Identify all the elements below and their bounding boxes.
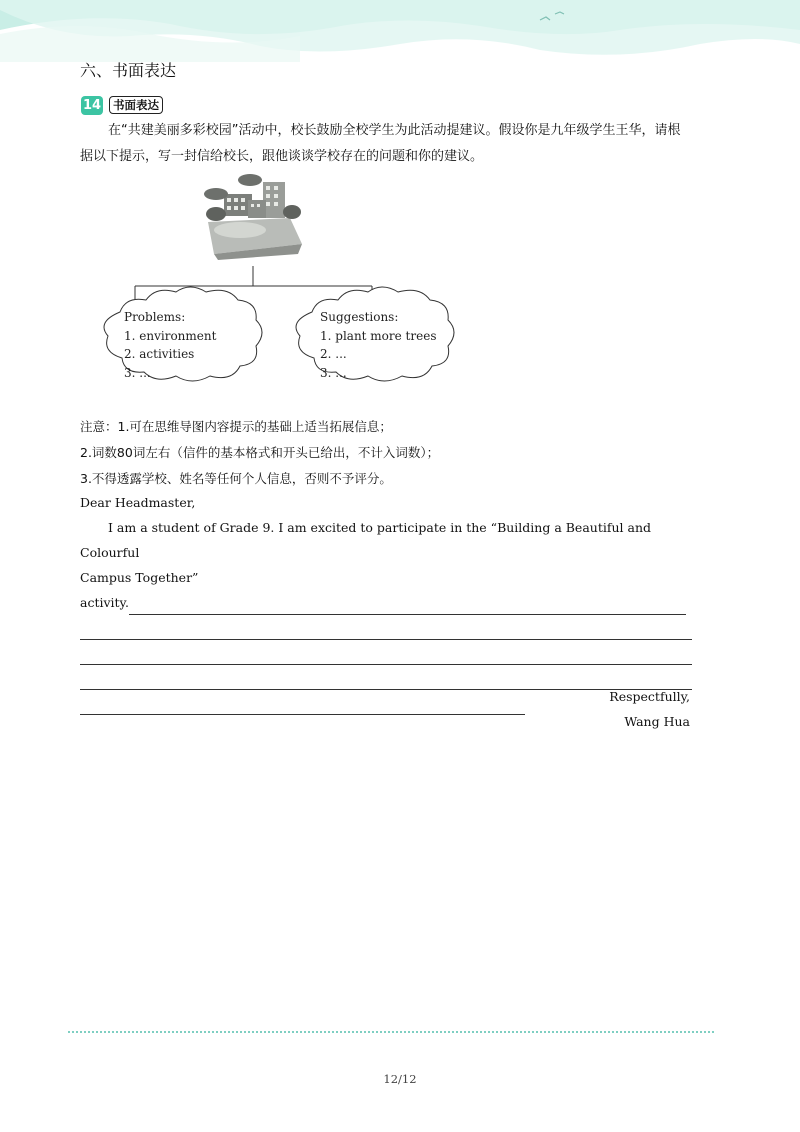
note-line: 3.不得透露学校、姓名等任何个人信息，否则不予评分。 <box>80 471 392 486</box>
answer-line[interactable] <box>80 690 525 715</box>
problems-heading: Problems: <box>124 310 186 324</box>
question-tag: 书面表达 <box>109 96 163 114</box>
answer-line[interactable] <box>80 615 692 640</box>
question-number: 14 <box>82 97 102 113</box>
letter-opening-line: I am a student of Grade 9. I am excited to participate in the “Building a Beautiful and Colourful <box>80 520 652 560</box>
notes-block <box>80 414 700 492</box>
problems-item: 3. ... <box>124 366 151 380</box>
letter-opening-line: Campus Together” <box>80 570 199 585</box>
letter-greeting: Dear Headmaster, <box>80 495 196 510</box>
school-illustration <box>204 174 302 260</box>
letter-answer-first-line <box>80 590 692 615</box>
problems-item: 2. activities <box>124 347 195 361</box>
header-banner <box>0 0 800 62</box>
question-prompt: 在“共建美丽多彩校园”活动中，校长鼓励全校学生为此活动提建议。假设你是九年级学生王华，请根据以下提示，写一封信给校长，跟他谈谈学校存在的问题和你的建议。 <box>80 123 681 164</box>
page-number: 12/12 <box>383 1072 417 1086</box>
suggestions-item: 1. plant more trees <box>320 329 437 343</box>
question-header <box>81 95 163 115</box>
answer-line[interactable] <box>129 596 686 615</box>
mind-map <box>90 172 470 404</box>
letter-signature: Wang Hua <box>624 714 690 729</box>
problems-item: 1. environment <box>124 329 217 343</box>
suggestions-item: 3. ... <box>320 366 347 380</box>
letter-opening-word: activity. <box>80 595 129 610</box>
footer-divider <box>68 1031 714 1033</box>
section-title: 六、书面表达 <box>80 61 177 80</box>
answer-line[interactable] <box>80 640 692 665</box>
letter-body <box>80 490 692 715</box>
suggestions-heading: Suggestions: <box>320 310 399 324</box>
letter-signoff <box>609 684 690 734</box>
note-line: 注意：1.可在思维导图内容提示的基础上适当拓展信息； <box>80 419 392 434</box>
letter-closing: Respectfully, <box>609 689 690 704</box>
answer-line[interactable] <box>80 665 692 690</box>
note-line: 2.词数80词左右（信件的基本格式和开头已给出，不计入词数）； <box>80 445 440 460</box>
suggestions-item: 2. ... <box>320 347 347 361</box>
